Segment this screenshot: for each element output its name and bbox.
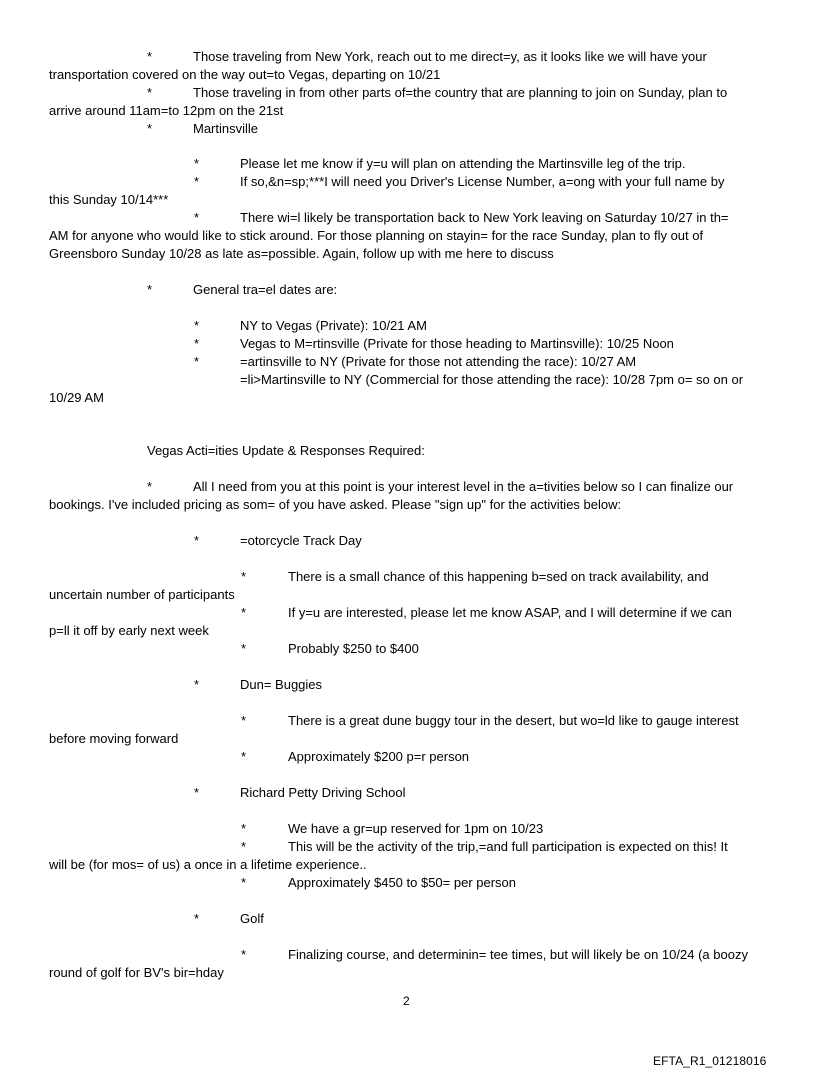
price-line: Probably $250 to $400 bbox=[288, 641, 419, 656]
text-line: If y=u are interested, please let me know ASAP, and I will determine if we can bbox=[288, 605, 732, 620]
page-number: 2 bbox=[403, 994, 410, 1008]
text-line: There is a small chance of this happening b=sed on track availability, and bbox=[288, 569, 709, 584]
text-line: will be (for mos= of us) a once in a lifetime experience.. bbox=[49, 857, 367, 872]
text-line: Please let me know if y=u will plan on attending the Martinsville leg of the trip. bbox=[240, 156, 686, 171]
text-line: p=ll it off by early next week bbox=[49, 623, 209, 638]
bullet: * bbox=[194, 677, 200, 692]
price-line: Approximately $200 p=r person bbox=[288, 749, 470, 764]
bullet: * bbox=[194, 336, 200, 351]
text-line: All I need from you at this point is your interest level in the a=tivities below so I can finalize our bbox=[193, 479, 734, 494]
text-line: bookings. I've included pricing as som= of you have asked. Please "sign up" for the activities below: bbox=[49, 497, 622, 512]
text-line: This will be the activity of the trip,=and full participation is expected on this! It bbox=[288, 839, 728, 854]
text-line: Vegas to M=rtinsville (Private for those heading to Martinsville): 10/25 Noon bbox=[240, 336, 674, 351]
document-id-footer: EFTA_R1_01218016 bbox=[653, 1054, 767, 1068]
text-line: Those traveling from New York, reach out to me direct=y, as it looks like we will have your bbox=[193, 49, 707, 64]
bullet: * bbox=[194, 156, 200, 171]
bullet: * bbox=[241, 821, 247, 836]
text-line: There wi=l likely be transportation back to New York leaving on Saturday 10/27 in th= bbox=[240, 210, 729, 225]
bullet: * bbox=[194, 911, 200, 926]
bullet: * bbox=[194, 318, 200, 333]
text-line: Greensboro Sunday 10/28 as late as=possible. Again, follow up with me here to discuss bbox=[49, 246, 554, 261]
bullet: * bbox=[241, 947, 247, 962]
bullet: * bbox=[147, 85, 153, 100]
text-line: =artinsville to NY (Private for those not attending the race): 10/27 AM bbox=[240, 354, 637, 369]
text-line: There is a great dune buggy tour in the desert, but wo=ld like to gauge interest bbox=[288, 713, 739, 728]
text-line: round of golf for BV's bir=hday bbox=[49, 965, 224, 980]
bullet: * bbox=[241, 605, 247, 620]
bullet: * bbox=[194, 174, 200, 189]
text-line: before moving forward bbox=[49, 731, 179, 746]
bullet: * bbox=[147, 49, 153, 64]
bullet: * bbox=[194, 533, 200, 548]
price-line: Approximately $450 to $50= per person bbox=[288, 875, 517, 890]
bullet: * bbox=[241, 875, 247, 890]
bullet: * bbox=[194, 354, 200, 369]
activity-title: Golf bbox=[240, 911, 264, 926]
bullet: * bbox=[241, 713, 247, 728]
bullet: * bbox=[241, 839, 247, 854]
bullet: * bbox=[147, 479, 153, 494]
text-line: this Sunday 10/14*** bbox=[49, 192, 169, 207]
text-line: =li>Martinsville to NY (Commercial for those attending the race): 10/28 7pm o= so on or bbox=[240, 372, 744, 387]
section-heading: General tra=el dates are: bbox=[193, 282, 338, 297]
text-line: transportation covered on the way out=to Vegas, departing on 10/21 bbox=[49, 67, 441, 82]
text-line: NY to Vegas (Private): 10/21 AM bbox=[240, 318, 427, 333]
activity-title: Richard Petty Driving School bbox=[240, 785, 406, 800]
text-line: Finalizing course, and determinin= tee times, but will likely be on 10/24 (a boozy bbox=[288, 947, 748, 962]
text-line: If so,&n=sp;***I will need you Driver's License Number, a=ong with your full name by bbox=[240, 174, 725, 189]
text-line: Those traveling in from other parts of=the country that are planning to join on Sunday, plan to bbox=[193, 85, 728, 100]
text-line: AM for anyone who would like to stick around. For those planning on stayin= for the race Sunday, plan to fly out of bbox=[49, 228, 704, 243]
bullet: * bbox=[147, 121, 153, 136]
activity-title: Dun= Buggies bbox=[240, 677, 323, 692]
text-line: uncertain number of participants bbox=[49, 587, 235, 602]
section-heading: Martinsville bbox=[193, 121, 259, 136]
bullet: * bbox=[241, 569, 247, 584]
activity-title: =otorcycle Track Day bbox=[240, 533, 362, 548]
bullet: * bbox=[241, 749, 247, 764]
bullet: * bbox=[194, 210, 200, 225]
section-heading: Vegas Acti=ities Update & Responses Required: bbox=[147, 443, 425, 458]
bullet: * bbox=[147, 282, 153, 297]
text-line: We have a gr=up reserved for 1pm on 10/23 bbox=[288, 821, 544, 836]
text-line: 10/29 AM bbox=[49, 390, 104, 405]
text-line: arrive around 11am=to 12pm on the 21st bbox=[49, 103, 284, 118]
bullet: * bbox=[241, 641, 247, 656]
bullet: * bbox=[194, 785, 200, 800]
